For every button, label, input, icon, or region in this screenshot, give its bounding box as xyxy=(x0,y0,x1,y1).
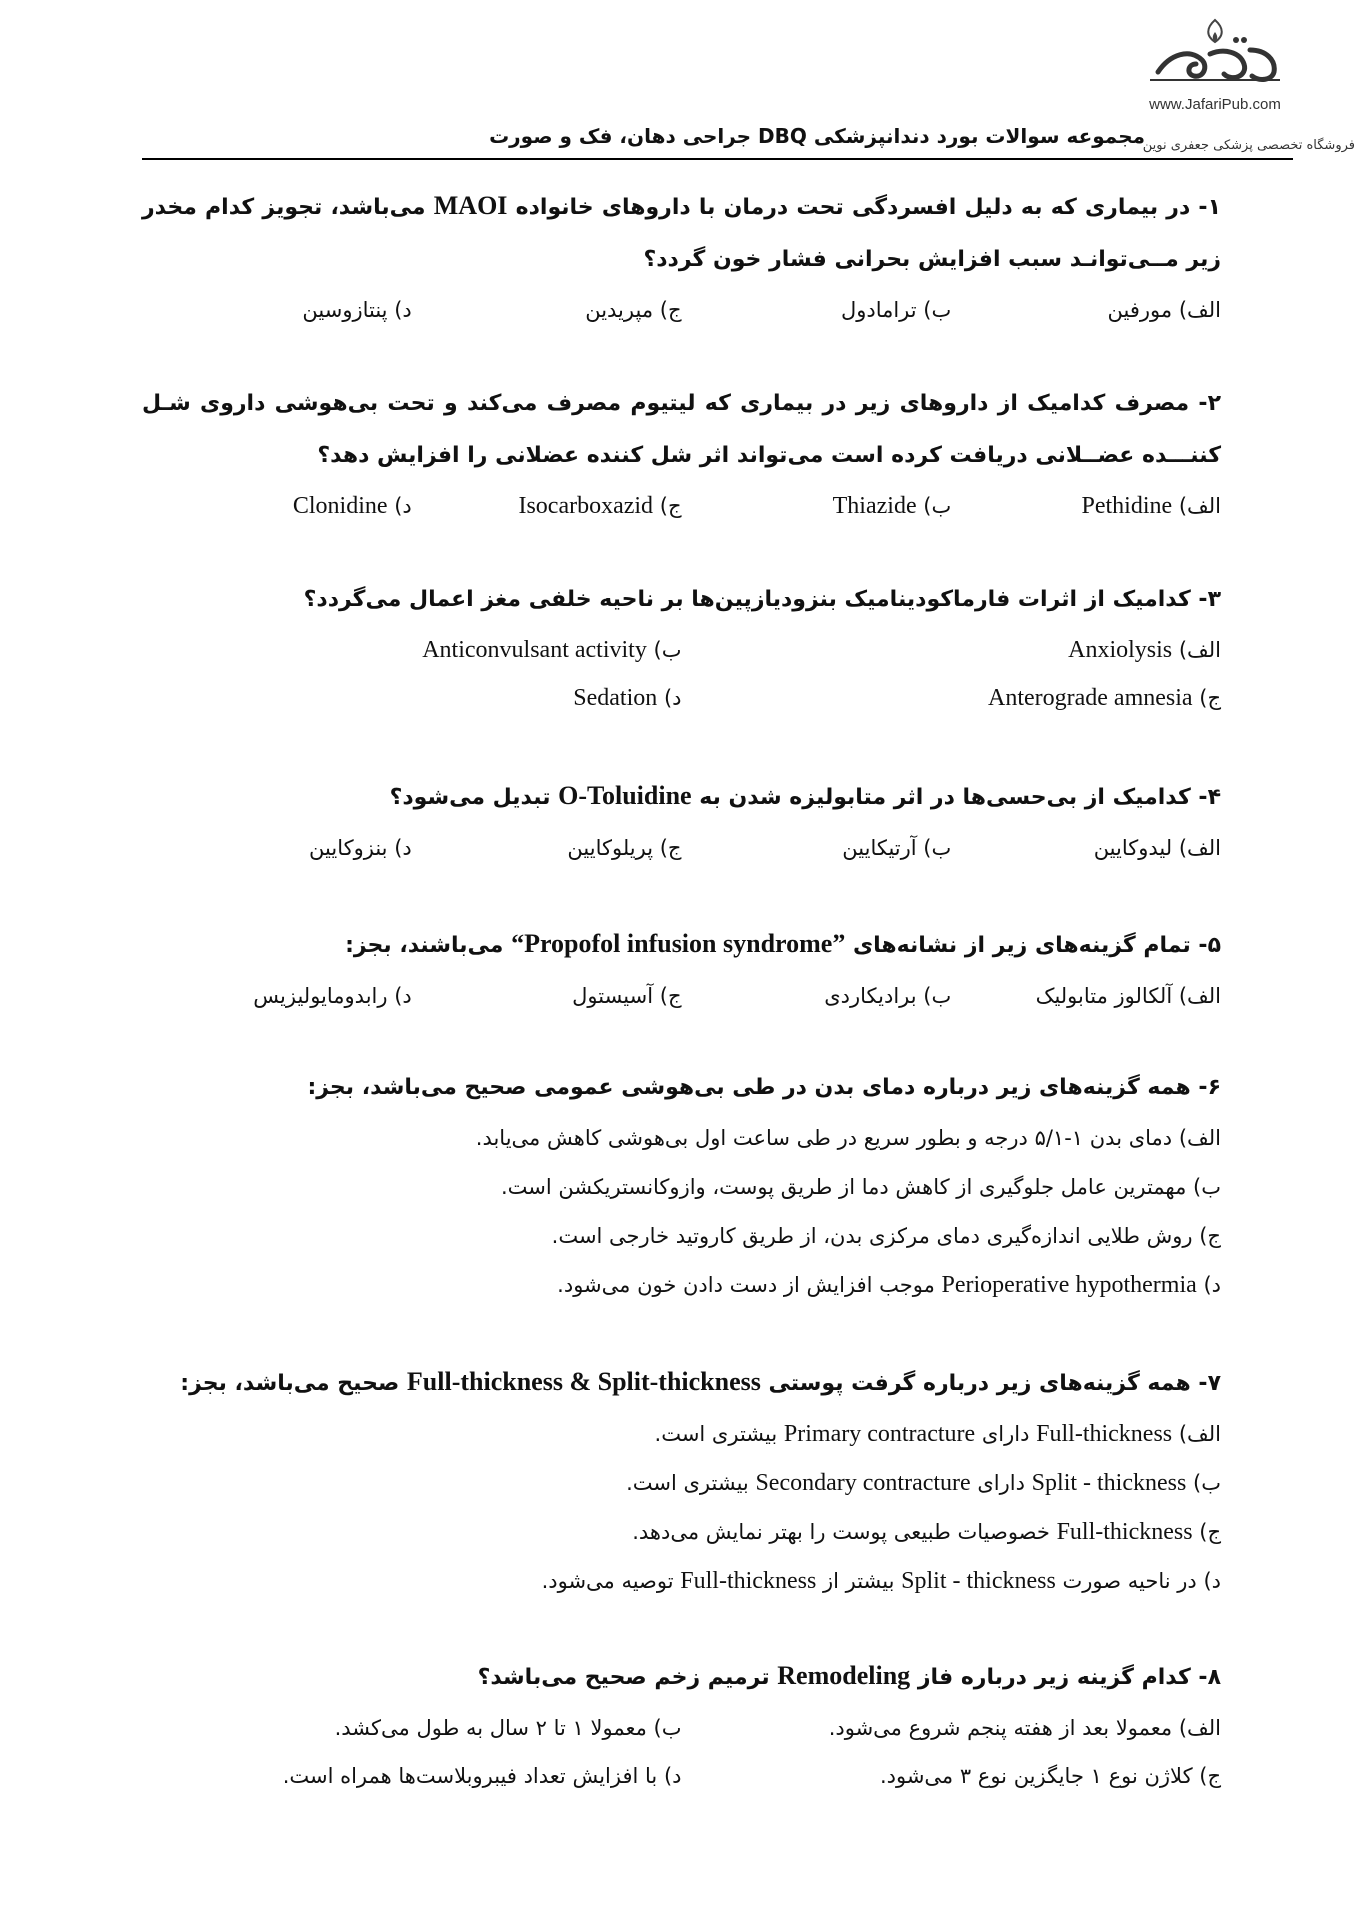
question-stem: ۲- مصرف کدامیک از داروهای زیر در بیماری که لیتیوم مصرف می‌کند و تحت بی‌هوشی داروی شـل کننـــده عضــلانی دریافت کرده است می‌تواند اثر شل کننده عضلانی را افزایش دهد؟ xyxy=(142,391,1221,468)
question-stem: ۷- همه گزینه‌های زیر درباره گرفت پوستی Full-thickness & Split-thickness صحیح می‌باشد، بجز: xyxy=(180,1367,1221,1396)
option-d: د) Clonidine xyxy=(292,493,412,519)
option-b: ب) Anticonvulsant activity xyxy=(422,637,682,663)
question-4 xyxy=(142,770,1221,872)
option-d: د) پنتازوسین xyxy=(302,298,412,322)
question-3 xyxy=(142,574,1221,722)
option-c: ج) پریلوکایین xyxy=(567,836,682,860)
option-c: ج) Isocarboxazid xyxy=(518,493,682,519)
question-stem: ۳- کدامیک از اثرات فارماکودینامیک بنزودیازپین‌ها بر ناحیه خلفی مغز اعمال می‌گردد؟ xyxy=(303,587,1221,612)
option-a: الف) Full-thickness دارای Primary contracture بیشتری است. xyxy=(654,1421,1221,1447)
option-d: د) Perioperative hypothermia موجب افزایش از دست دادن خون می‌شود. xyxy=(557,1272,1221,1298)
option-b: ب) برادیکاردی xyxy=(824,984,952,1008)
options-row xyxy=(142,482,1221,530)
option-a: الف) معمولا بعد از هفته پنجم شروع می‌شود. xyxy=(828,1716,1221,1740)
option-b: ب) مهمترین عامل جلوگیری از کاهش دما از طریق پوست، وازوکانستریکشن است. xyxy=(500,1175,1221,1199)
question-5 xyxy=(142,918,1221,1020)
option-a: الف) Pethidine xyxy=(1081,493,1221,519)
option-c: ج) کلاژن نوع ۱ جایگزین نوع ۳ می‌شود. xyxy=(879,1764,1221,1788)
option-c: ج) مپریدین xyxy=(585,298,682,322)
question-stem: ۵- تمام گزینه‌های زیر از نشانه‌های ”Propofol infusion syndrome“ می‌باشند، بجز: xyxy=(345,929,1221,958)
question-8 xyxy=(142,1650,1221,1800)
option-c: ج) آسیستول xyxy=(572,984,682,1008)
header-title: مجموعه سوالات بورد دندانپزشکی DBQ جراحی دهان، فک و صورت xyxy=(489,124,1145,148)
option-b: ب) ترامادول xyxy=(840,298,952,322)
option-b: ب) آرتیکایین xyxy=(842,836,952,860)
option-a: الف) لیدوکایین xyxy=(1093,836,1221,860)
logo-emblem-icon xyxy=(1140,14,1290,94)
option-c: ج) Anterograde amnesia xyxy=(987,685,1221,711)
option-d: د) بنزوکایین xyxy=(309,836,412,860)
logo-url: www.JafariPub.com xyxy=(1149,96,1281,113)
option-b: ب) Thiazide xyxy=(832,493,952,519)
option-a: الف) مورفین xyxy=(1107,298,1221,322)
publisher-logo xyxy=(1140,14,1290,124)
header-divider xyxy=(142,158,1293,160)
shop-name: فروشگاه تخصصی پزشکی جعفری نوین xyxy=(1142,138,1355,153)
options-row xyxy=(142,626,1221,674)
options-row xyxy=(142,674,1221,722)
option-d: د) Sedation xyxy=(573,685,682,711)
option-d: د) با افزایش تعداد فیبروبلاست‌ها همراه است. xyxy=(282,1764,682,1788)
question-6 xyxy=(142,1062,1221,1310)
question-stem: ۸- کدام گزینه زیر درباره فاز Remodeling ترمیم زخم صحیح می‌باشد؟ xyxy=(477,1661,1221,1690)
question-stem: ۴- کدامیک از بی‌حسی‌ها در اثر متابولیزه شدن به O-Toluidine تبدیل می‌شود؟ xyxy=(389,781,1221,810)
option-a: الف) Anxiolysis xyxy=(1068,637,1221,663)
question-2 xyxy=(142,378,1221,530)
options-row xyxy=(142,286,1221,334)
question-7 xyxy=(142,1356,1221,1606)
option-d: د) رابدومایولیزیس xyxy=(253,984,412,1008)
option-d: د) در ناحیه صورت Split - thickness بیشتر از Full-thickness توصیه می‌شود. xyxy=(541,1568,1221,1594)
option-c: ج) روش طلایی اندازه‌گیری دمای مرکزی بدن، از طریق کاروتید خارجی است. xyxy=(551,1224,1221,1248)
options-row xyxy=(142,824,1221,872)
option-c: ج) Full-thickness خصوصیات طبیعی پوست را بهتر نمایش می‌دهد. xyxy=(632,1519,1221,1545)
option-a: الف) دمای بدن ۱-۵/۱ درجه و بطور سریع در طی ساعت اول بی‌هوشی کاهش می‌یابد. xyxy=(475,1126,1221,1150)
option-a: الف) آلکالوز متابولیک xyxy=(1035,984,1221,1008)
options-row xyxy=(142,972,1221,1020)
question-stem: ۱- در بیماری که به دلیل افسردگی تحت درمان با داروهای خانواده MAOI می‌باشد، تجویز کدام مخدر زیر مــی‌توانـد سبب افزایش بحرانی فشار خون گردد؟ xyxy=(142,191,1222,272)
question-1 xyxy=(142,180,1221,334)
option-b: ب) Split - thickness دارای Secondary contracture بیشتری است. xyxy=(626,1470,1221,1496)
options-row xyxy=(142,1752,1221,1800)
question-stem: ۶- همه گزینه‌های زیر درباره دمای بدن در طی بی‌هوشی عمومی صحیح می‌باشد، بجز: xyxy=(307,1075,1221,1100)
options-row xyxy=(142,1704,1221,1752)
option-b: ب) معمولا ۱ تا ۲ سال به طول می‌کشد. xyxy=(334,1716,682,1740)
